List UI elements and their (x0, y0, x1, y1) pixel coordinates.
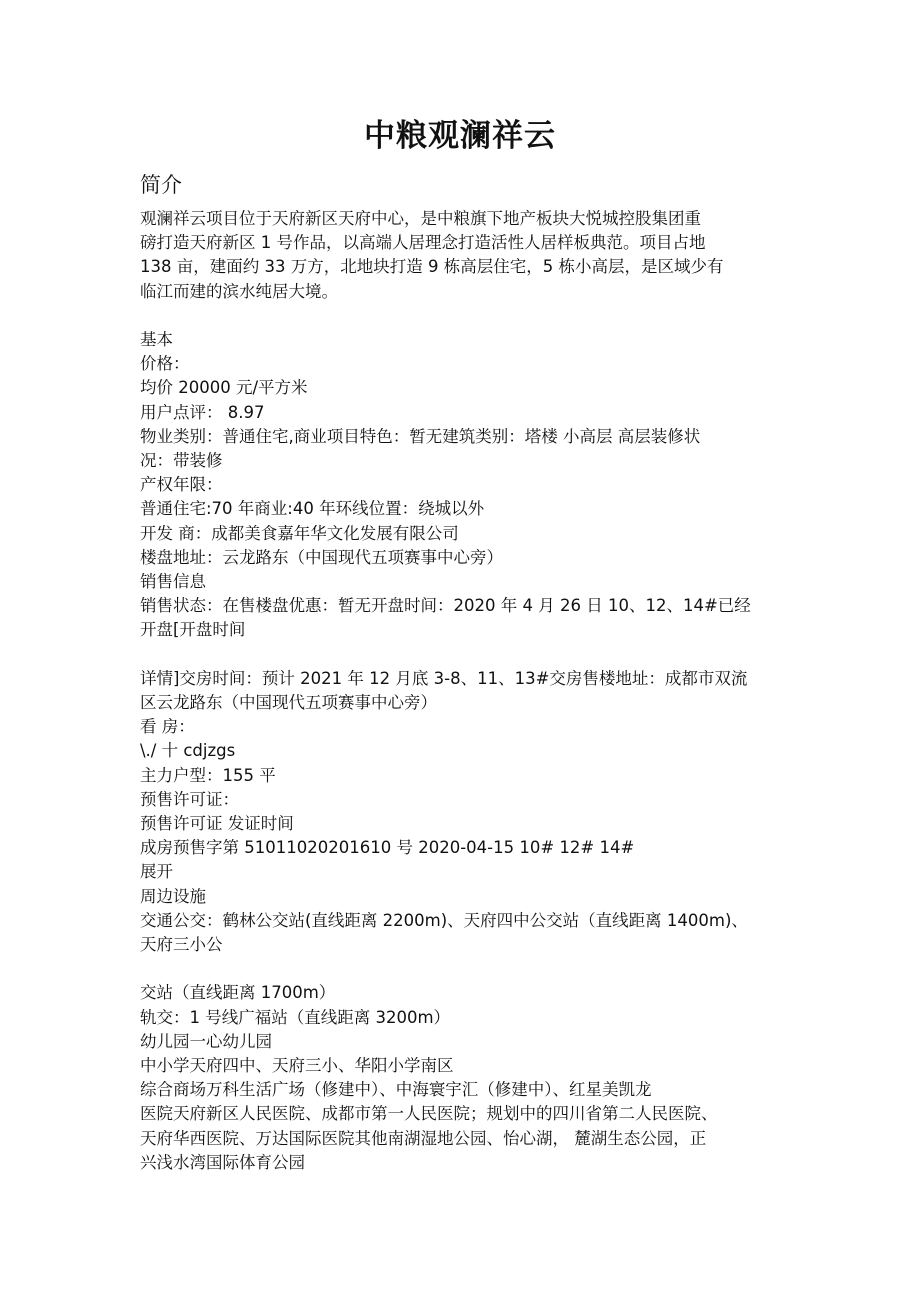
text-line: 看 房： (140, 717, 195, 737)
section-heading: 简介 (140, 173, 182, 197)
text-line: 交站（直线距离 1700m） (140, 983, 336, 1003)
text-line: 开盘[开盘时间 (140, 620, 246, 640)
text-line: 兴浅水湾国际体育公园 (140, 1152, 305, 1172)
document-title: 中粮观澜祥云 (364, 118, 556, 154)
text-line: 产权年限： (140, 475, 223, 495)
text-line: 主力户型：155 平 (140, 765, 276, 785)
text-line: 综合商场万科生活广场（修建中）、中海寰宇汇（修建中）、红星美凯龙 (140, 1080, 652, 1100)
text-line: 物业类别：普通住宅,商业项目特色：暂无建筑类别：塔楼 小高层 高层装修状 (140, 426, 701, 446)
document-body (140, 207, 790, 1175)
text-line: 基本 (140, 330, 173, 349)
text-line: 中小学天府四中、天府三小、华阳小学南区 (140, 1056, 454, 1076)
text-line: 展开 (140, 862, 173, 882)
text-line: 销售状态：在售楼盘优惠：暂无开盘时间：2020 年 4 月 26 日 10、12、14#已经 (140, 596, 751, 616)
text-line: 天府华西医院、万达国际医院其他南湖湿地公园、怡心湖， 麓湖生态公园，正 (140, 1128, 707, 1148)
text-line: 天府三小公 (140, 935, 223, 955)
text-line: 周边设施 (140, 886, 206, 906)
text-line: 开发 商：成都美食嘉年华文化发展有限公司 (140, 523, 459, 543)
text-line: 均价 20000 元/平方米 (140, 378, 308, 398)
text-line: 价格： (140, 354, 190, 374)
text-line: 成房预售字第 51011020201610 号 2020-04-15 10# 12# 14# (140, 838, 635, 858)
blank-line (140, 957, 790, 981)
text-line: 况：带装修 (140, 451, 223, 471)
text-line: \./ 十 cdjzgs (140, 741, 236, 761)
text-line: 138 亩，建面约 33 万方，北地块打造 9 栋高层住宅，5 栋小高层，是区域少有 (140, 257, 724, 277)
text-line: 销售信息 (140, 572, 206, 592)
text-line: 楼盘地址：云龙路东（中国现代五项赛事中心旁） (140, 547, 503, 567)
text-line: 磅打造天府新区 1 号作品，以高端人居理念打造活性人居样板典范。项目占地 (140, 233, 706, 253)
text-line: 预售许可证 发证时间 (140, 814, 294, 834)
text-line: 轨交：1 号线广福站（直线距离 3200m） (140, 1007, 451, 1027)
text-line: 观澜祥云项目位于天府新区天府中心，是中粮旗下地产板块大悦城控股集团重 (140, 209, 701, 228)
text-line: 详情]交房时间：预计 2021 年 12 月底 3-8、11、13#交房售楼地址：成都市双流 (140, 668, 748, 688)
text-line: 普通住宅:70 年商业:40 年环线位置：绕城以外 (140, 499, 485, 519)
text-line: 用户点评： 8.97 (140, 402, 265, 422)
blank-line (140, 304, 790, 328)
text-line: 交通公交：鹤林公交站(直线距离 2200m)、天府四中公交站（直线距离 1400m)、 (140, 910, 748, 930)
text-line: 幼儿园一心幼儿园 (140, 1031, 272, 1051)
text-line: 医院天府新区人民医院、成都市第一人民医院；规划中的四川省第二人民医院、 (140, 1104, 718, 1124)
text-line: 临江而建的滨水纯居大境。 (140, 281, 338, 301)
text-line: 预售许可证： (140, 789, 239, 809)
blank-line (140, 643, 790, 667)
text-line: 区云龙路东（中国现代五项赛事中心旁） (140, 693, 437, 713)
